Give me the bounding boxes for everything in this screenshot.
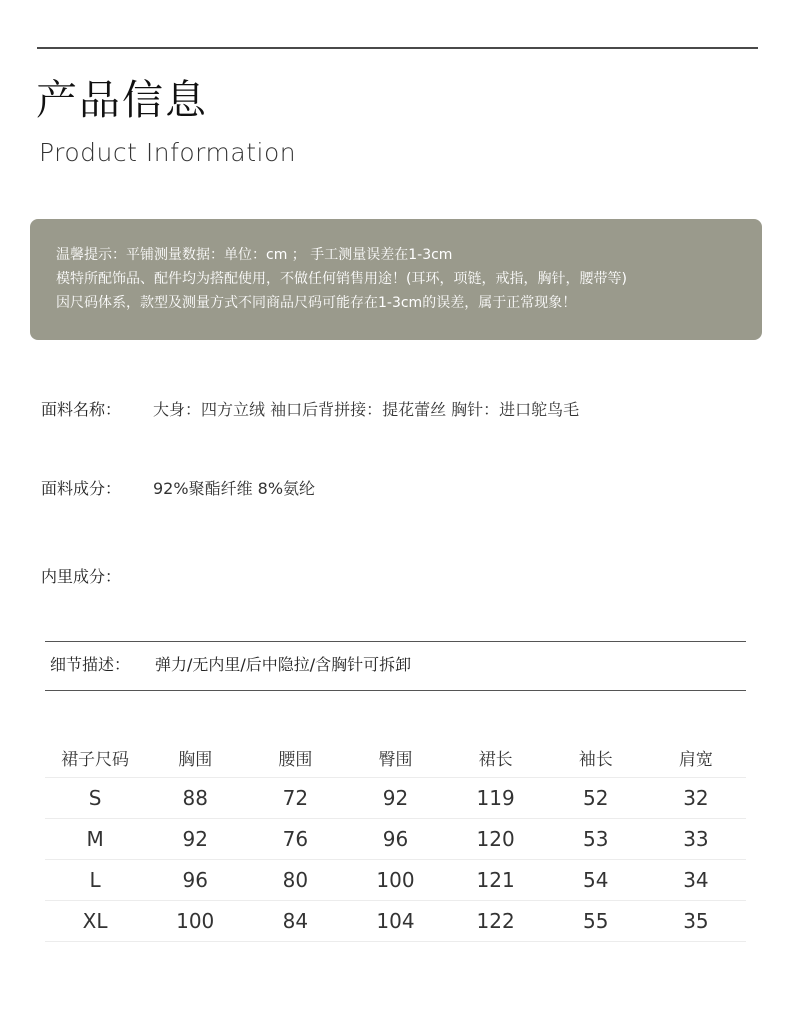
lining-composition-row [41, 565, 153, 589]
notice-line: 因尺码体系，款型及测量方式不同商品尺码可能存在1-3cm的误差，属于正常现象！ [56, 295, 577, 311]
lining-composition-label: 内里成分： [41, 567, 122, 586]
table-cell: 88 [182, 786, 208, 810]
table-cell: 120 [476, 827, 515, 851]
fabric-name-value: 大身：四方立绒 袖口后背拼接：提花蕾丝 胸针：进口鸵鸟毛 [153, 400, 580, 419]
table-cell: 92 [382, 786, 409, 810]
detail-top-divider [45, 641, 746, 642]
table-cell: 72 [282, 786, 309, 810]
table-cell: 80 [282, 868, 309, 892]
table-cell: 32 [683, 786, 709, 810]
detail-bottom-divider [45, 690, 746, 691]
table-cell: 35 [683, 909, 709, 933]
header-sleeve: 袖长 [578, 750, 613, 770]
table-cell: 76 [282, 827, 309, 851]
table-cell: 53 [583, 827, 609, 851]
table-cell: 96 [182, 868, 208, 892]
details-label: 细节描述： [50, 655, 131, 674]
fabric-name-label: 面料名称： [41, 400, 122, 419]
size-table-header [45, 738, 746, 778]
table-cell: M [86, 827, 104, 851]
table-cell: 96 [382, 827, 409, 851]
notice-box [30, 219, 762, 340]
table-cell: XL [82, 909, 108, 933]
size-table [45, 738, 746, 942]
page-title: 产品信息 [36, 76, 208, 124]
header-shoulder: 肩宽 [678, 750, 713, 770]
table-cell: S [88, 786, 102, 810]
table-row [45, 778, 746, 819]
fabric-composition-row [41, 477, 315, 501]
table-cell: 34 [683, 868, 709, 892]
table-cell: 92 [182, 827, 208, 851]
table-cell: 52 [583, 786, 609, 810]
header-waist: 腰围 [278, 750, 313, 770]
table-row [45, 819, 746, 860]
table-cell: 104 [376, 909, 415, 933]
table-cell: 121 [476, 868, 515, 892]
fabric-composition-label: 面料成分： [41, 479, 122, 498]
table-row [45, 901, 746, 942]
table-cell: 55 [583, 909, 609, 933]
header-size: 裙子尺码 [61, 750, 130, 770]
header-length: 裙长 [478, 750, 513, 770]
header-bust: 胸围 [178, 750, 213, 770]
fabric-name-row [41, 398, 579, 422]
table-cell: L [89, 868, 101, 892]
details-value: 弹力/无内里/后中隐拉/含胸针可拆卸 [155, 655, 412, 674]
table-cell: 119 [476, 786, 515, 810]
table-cell: 54 [583, 868, 609, 892]
table-cell: 100 [376, 868, 415, 892]
details-row [50, 653, 411, 677]
header-hip: 臀围 [378, 750, 413, 770]
top-divider [37, 47, 758, 49]
table-cell: 33 [683, 827, 709, 851]
notice-line: 模特所配饰品、配件均为搭配使用，不做任何销售用途！(耳环，项链，戒指，胸针，腰带等) [56, 271, 627, 287]
table-cell: 122 [476, 909, 515, 933]
fabric-composition-value: 92%聚酯纤维 8%氨纶 [153, 479, 316, 498]
table-cell: 100 [176, 909, 215, 933]
table-row [45, 860, 746, 901]
notice-line: 温馨提示：平铺测量数据：单位：cm ； 手工测量误差在1-3cm [56, 247, 453, 263]
table-cell: 84 [282, 909, 309, 933]
page-subtitle: Product Information [39, 138, 297, 167]
